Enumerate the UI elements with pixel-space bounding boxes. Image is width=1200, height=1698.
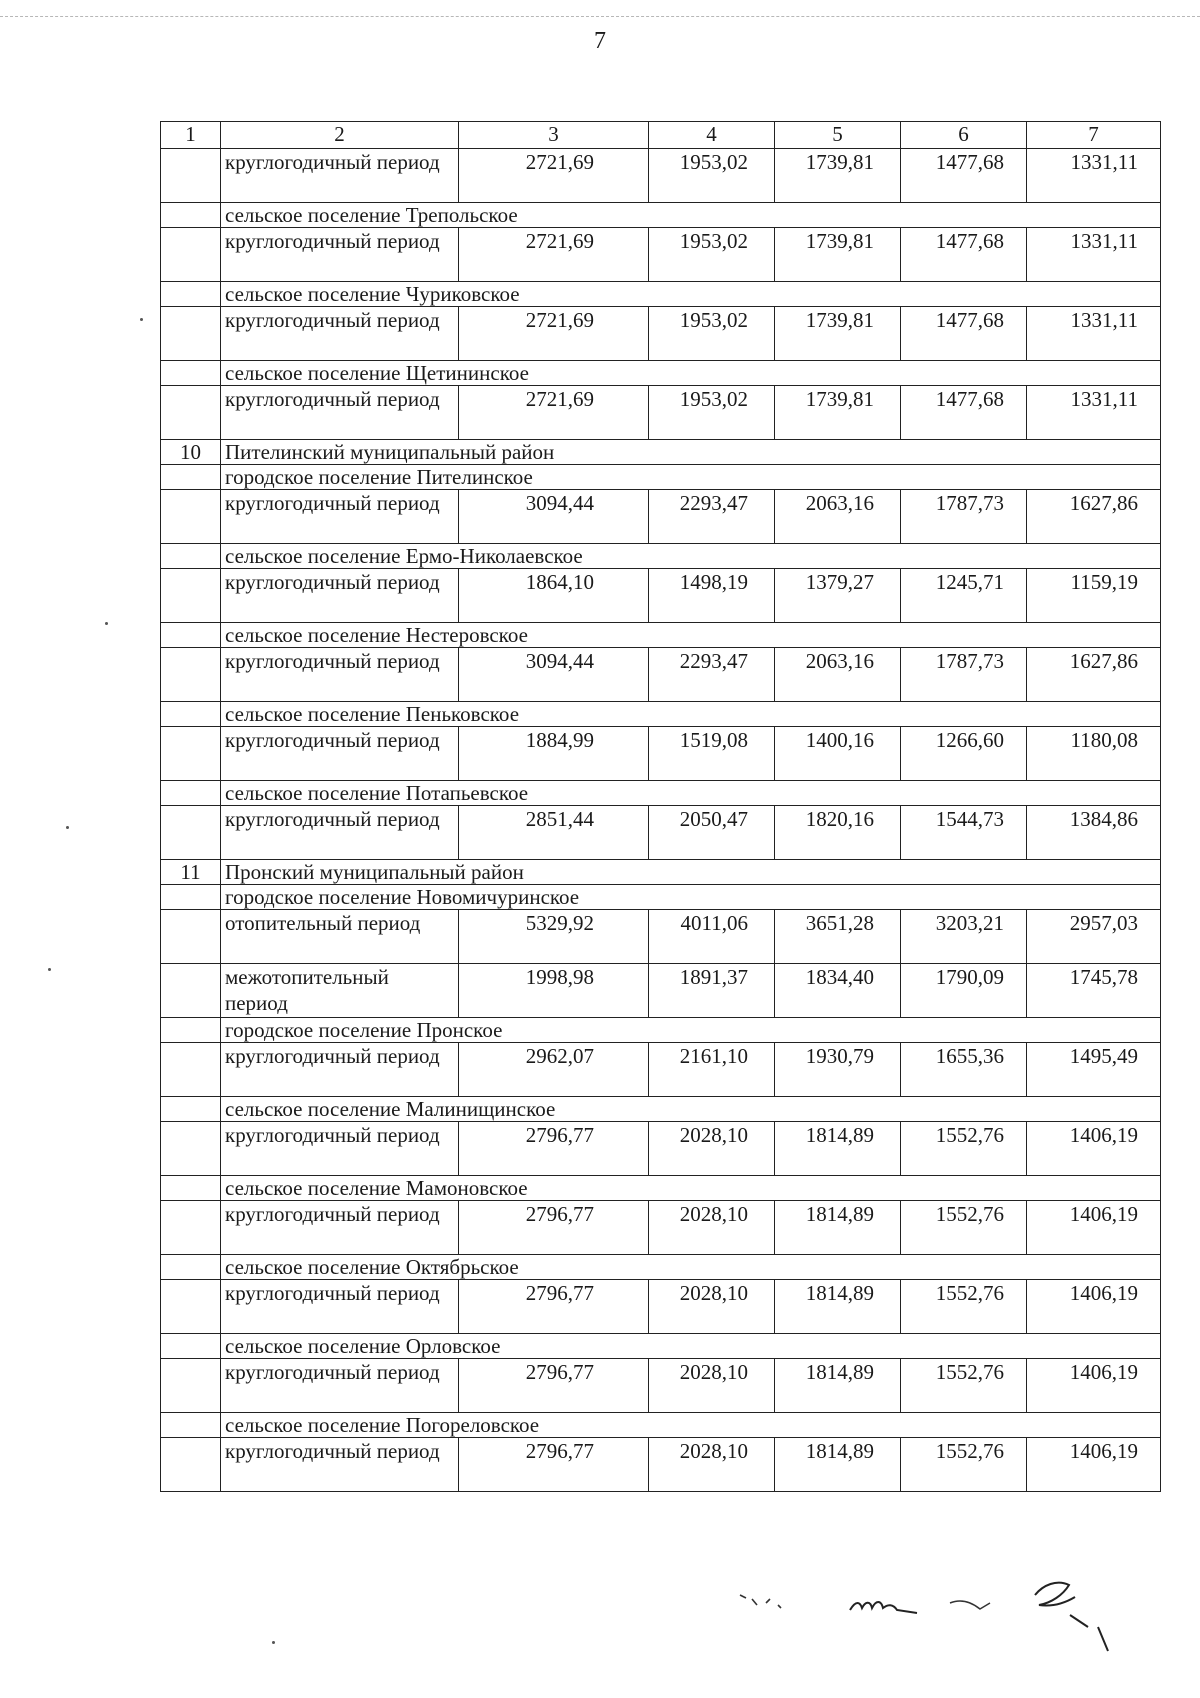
value-cell: 1477,68 xyxy=(901,307,1027,361)
scan-speck xyxy=(66,826,69,829)
period-row xyxy=(161,149,1161,203)
value-cell: 2796,77 xyxy=(459,1280,649,1334)
value-cell: 1406,19 xyxy=(1027,1438,1161,1492)
settlement-name: сельское поселение Мамоновское xyxy=(221,1176,1161,1201)
value-cell: 1379,27 xyxy=(775,569,901,623)
value-cell: 2796,77 xyxy=(459,1122,649,1176)
value-cell: 4011,06 xyxy=(649,910,775,964)
value-cell: 2293,47 xyxy=(649,490,775,544)
period-row xyxy=(161,806,1161,860)
number-cell xyxy=(161,1176,221,1201)
settlement-name: сельское поселение Щетининское xyxy=(221,361,1161,386)
value-cell: 1544,73 xyxy=(901,806,1027,860)
value-cell: 2028,10 xyxy=(649,1438,775,1492)
value-cell: 2050,47 xyxy=(649,806,775,860)
value-cell: 1790,09 xyxy=(901,964,1027,1018)
value-cell: 2721,69 xyxy=(459,386,649,440)
number-cell xyxy=(161,1018,221,1043)
number-cell xyxy=(161,386,221,440)
value-cell: 1266,60 xyxy=(901,727,1027,781)
settlement-row xyxy=(161,544,1161,569)
settlement-row xyxy=(161,465,1161,490)
value-cell: 2962,07 xyxy=(459,1043,649,1097)
period-label: круглогодичный период xyxy=(221,727,459,781)
header-cell: 4 xyxy=(649,122,775,149)
period-label: круглогодичный период xyxy=(221,806,459,860)
value-cell: 2063,16 xyxy=(775,648,901,702)
period-row xyxy=(161,964,1161,1018)
period-label: круглогодичный период xyxy=(221,1438,459,1492)
number-cell xyxy=(161,203,221,228)
value-cell: 1814,89 xyxy=(775,1280,901,1334)
number-cell xyxy=(161,361,221,386)
value-cell: 2721,69 xyxy=(459,228,649,282)
header-cell: 1 xyxy=(161,122,221,149)
settlement-row xyxy=(161,781,1161,806)
value-cell: 1477,68 xyxy=(901,386,1027,440)
value-cell: 2957,03 xyxy=(1027,910,1161,964)
value-cell: 1814,89 xyxy=(775,1438,901,1492)
value-cell: 1331,11 xyxy=(1027,149,1161,203)
value-cell: 2796,77 xyxy=(459,1359,649,1413)
value-cell: 3203,21 xyxy=(901,910,1027,964)
value-cell: 1400,16 xyxy=(775,727,901,781)
period-label: отопительный период xyxy=(221,910,459,964)
value-cell: 1739,81 xyxy=(775,307,901,361)
value-cell: 1245,71 xyxy=(901,569,1027,623)
handwritten-signature xyxy=(730,1575,1150,1685)
value-cell: 1998,98 xyxy=(459,964,649,1018)
value-cell: 1739,81 xyxy=(775,149,901,203)
period-label: круглогодичный период xyxy=(221,1201,459,1255)
settlement-name: сельское поселение Потапьевское xyxy=(221,781,1161,806)
district-number: 11 xyxy=(161,860,221,885)
settlement-row xyxy=(161,702,1161,727)
number-cell xyxy=(161,1413,221,1438)
settlement-row xyxy=(161,623,1161,648)
period-label: круглогодичный период xyxy=(221,1280,459,1334)
value-cell: 2721,69 xyxy=(459,307,649,361)
settlement-name: сельское поселение Погореловское xyxy=(221,1413,1161,1438)
settlement-row xyxy=(161,1176,1161,1201)
period-row xyxy=(161,490,1161,544)
settlement-name: городское поселение Пителинское xyxy=(221,465,1161,490)
value-cell: 1739,81 xyxy=(775,386,901,440)
number-cell xyxy=(161,282,221,307)
number-cell xyxy=(161,1255,221,1280)
value-cell: 1552,76 xyxy=(901,1122,1027,1176)
settlement-name: городское поселение Новомичуринское xyxy=(221,885,1161,910)
period-row xyxy=(161,307,1161,361)
settlement-row xyxy=(161,1097,1161,1122)
value-cell: 1864,10 xyxy=(459,569,649,623)
number-cell xyxy=(161,149,221,203)
value-cell: 2028,10 xyxy=(649,1280,775,1334)
value-cell: 2028,10 xyxy=(649,1359,775,1413)
settlement-name: сельское поселение Нестеровское xyxy=(221,623,1161,648)
period-row xyxy=(161,727,1161,781)
value-cell: 2161,10 xyxy=(649,1043,775,1097)
settlement-name: сельское поселение Пеньковское xyxy=(221,702,1161,727)
value-cell: 3651,28 xyxy=(775,910,901,964)
value-cell: 1814,89 xyxy=(775,1122,901,1176)
page-number: 7 xyxy=(594,28,606,54)
value-cell: 1331,11 xyxy=(1027,228,1161,282)
value-cell: 2721,69 xyxy=(459,149,649,203)
value-cell: 1930,79 xyxy=(775,1043,901,1097)
settlement-row xyxy=(161,1334,1161,1359)
value-cell: 1384,86 xyxy=(1027,806,1161,860)
period-label: межотопительный период xyxy=(221,964,459,1018)
value-cell: 1495,49 xyxy=(1027,1043,1161,1097)
value-cell: 1953,02 xyxy=(649,149,775,203)
value-cell: 2293,47 xyxy=(649,648,775,702)
period-label: круглогодичный период xyxy=(221,307,459,361)
settlement-name: сельское поселение Ермо-Николаевское xyxy=(221,544,1161,569)
settlement-row xyxy=(161,1413,1161,1438)
value-cell: 1627,86 xyxy=(1027,490,1161,544)
period-row xyxy=(161,228,1161,282)
value-cell: 1655,36 xyxy=(901,1043,1027,1097)
scan-speck xyxy=(48,968,51,971)
value-cell: 1953,02 xyxy=(649,386,775,440)
period-label: круглогодичный период xyxy=(221,386,459,440)
value-cell: 1953,02 xyxy=(649,228,775,282)
settlement-row xyxy=(161,1018,1161,1043)
header-cell: 5 xyxy=(775,122,901,149)
period-label: круглогодичный период xyxy=(221,149,459,203)
value-cell: 1498,19 xyxy=(649,569,775,623)
number-cell xyxy=(161,1097,221,1122)
period-label: круглогодичный период xyxy=(221,569,459,623)
value-cell: 1159,19 xyxy=(1027,569,1161,623)
number-cell xyxy=(161,1334,221,1359)
number-cell xyxy=(161,727,221,781)
header-cell: 2 xyxy=(221,122,459,149)
value-cell: 1552,76 xyxy=(901,1438,1027,1492)
value-cell: 1814,89 xyxy=(775,1359,901,1413)
value-cell: 1627,86 xyxy=(1027,648,1161,702)
value-cell: 1477,68 xyxy=(901,149,1027,203)
value-cell: 1406,19 xyxy=(1027,1122,1161,1176)
district-row xyxy=(161,860,1161,885)
scan-speck xyxy=(105,622,108,625)
settlement-row xyxy=(161,282,1161,307)
settlement-name: сельское поселение Орловское xyxy=(221,1334,1161,1359)
period-label: круглогодичный период xyxy=(221,228,459,282)
number-cell xyxy=(161,964,221,1018)
value-cell: 1552,76 xyxy=(901,1359,1027,1413)
value-cell: 2063,16 xyxy=(775,490,901,544)
number-cell xyxy=(161,1201,221,1255)
header-cell: 6 xyxy=(901,122,1027,149)
number-cell xyxy=(161,781,221,806)
tariff-table xyxy=(160,121,1161,1492)
settlement-row xyxy=(161,203,1161,228)
period-row xyxy=(161,648,1161,702)
period-row xyxy=(161,1122,1161,1176)
number-cell xyxy=(161,702,221,727)
settlement-name: городское поселение Пронское xyxy=(221,1018,1161,1043)
value-cell: 1834,40 xyxy=(775,964,901,1018)
number-cell xyxy=(161,910,221,964)
district-name: Пителинский муниципальный район xyxy=(221,440,1161,465)
period-row xyxy=(161,1359,1161,1413)
number-cell xyxy=(161,648,221,702)
value-cell: 1745,78 xyxy=(1027,964,1161,1018)
value-cell: 1814,89 xyxy=(775,1201,901,1255)
value-cell: 1787,73 xyxy=(901,648,1027,702)
scan-speck xyxy=(272,1641,275,1644)
value-cell: 1406,19 xyxy=(1027,1201,1161,1255)
value-cell: 1552,76 xyxy=(901,1201,1027,1255)
header-cell: 7 xyxy=(1027,122,1161,149)
value-cell: 1180,08 xyxy=(1027,727,1161,781)
settlement-row xyxy=(161,361,1161,386)
settlement-row xyxy=(161,1255,1161,1280)
value-cell: 3094,44 xyxy=(459,648,649,702)
number-cell xyxy=(161,490,221,544)
settlement-name: сельское поселение Чуриковское xyxy=(221,282,1161,307)
number-cell xyxy=(161,806,221,860)
value-cell: 1477,68 xyxy=(901,228,1027,282)
header-cell: 3 xyxy=(459,122,649,149)
period-row xyxy=(161,1043,1161,1097)
number-cell xyxy=(161,1359,221,1413)
period-label: круглогодичный период xyxy=(221,1122,459,1176)
scan-top-line xyxy=(0,16,1200,21)
period-label: круглогодичный период xyxy=(221,648,459,702)
value-cell: 1953,02 xyxy=(649,307,775,361)
number-cell xyxy=(161,544,221,569)
value-cell: 2796,77 xyxy=(459,1201,649,1255)
number-cell xyxy=(161,569,221,623)
period-row xyxy=(161,1438,1161,1492)
value-cell: 1820,16 xyxy=(775,806,901,860)
value-cell: 2851,44 xyxy=(459,806,649,860)
number-cell xyxy=(161,1438,221,1492)
period-row xyxy=(161,386,1161,440)
district-name: Пронский муниципальный район xyxy=(221,860,1161,885)
value-cell: 1891,37 xyxy=(649,964,775,1018)
settlement-name: сельское поселение Октябрьское xyxy=(221,1255,1161,1280)
scan-speck xyxy=(140,318,143,321)
settlement-name: сельское поселение Трепольское xyxy=(221,203,1161,228)
value-cell: 1406,19 xyxy=(1027,1280,1161,1334)
number-cell xyxy=(161,307,221,361)
value-cell: 5329,92 xyxy=(459,910,649,964)
settlement-row xyxy=(161,885,1161,910)
number-cell xyxy=(161,623,221,648)
value-cell: 3094,44 xyxy=(459,490,649,544)
value-cell: 1884,99 xyxy=(459,727,649,781)
settlement-name: сельское поселение Малинищинское xyxy=(221,1097,1161,1122)
number-cell xyxy=(161,885,221,910)
period-row xyxy=(161,910,1161,964)
period-label: круглогодичный период xyxy=(221,1359,459,1413)
value-cell: 1331,11 xyxy=(1027,386,1161,440)
district-number: 10 xyxy=(161,440,221,465)
period-row xyxy=(161,1201,1161,1255)
district-row xyxy=(161,440,1161,465)
value-cell: 1552,76 xyxy=(901,1280,1027,1334)
value-cell: 2796,77 xyxy=(459,1438,649,1492)
value-cell: 1519,08 xyxy=(649,727,775,781)
value-cell: 1406,19 xyxy=(1027,1359,1161,1413)
number-cell xyxy=(161,228,221,282)
period-row xyxy=(161,1280,1161,1334)
number-cell xyxy=(161,1043,221,1097)
number-cell xyxy=(161,465,221,490)
number-cell xyxy=(161,1280,221,1334)
value-cell: 1787,73 xyxy=(901,490,1027,544)
period-label: круглогодичный период xyxy=(221,1043,459,1097)
value-cell: 1331,11 xyxy=(1027,307,1161,361)
value-cell: 2028,10 xyxy=(649,1201,775,1255)
period-row xyxy=(161,569,1161,623)
header-row xyxy=(161,122,1161,149)
value-cell: 1739,81 xyxy=(775,228,901,282)
number-cell xyxy=(161,1122,221,1176)
period-label: круглогодичный период xyxy=(221,490,459,544)
value-cell: 2028,10 xyxy=(649,1122,775,1176)
